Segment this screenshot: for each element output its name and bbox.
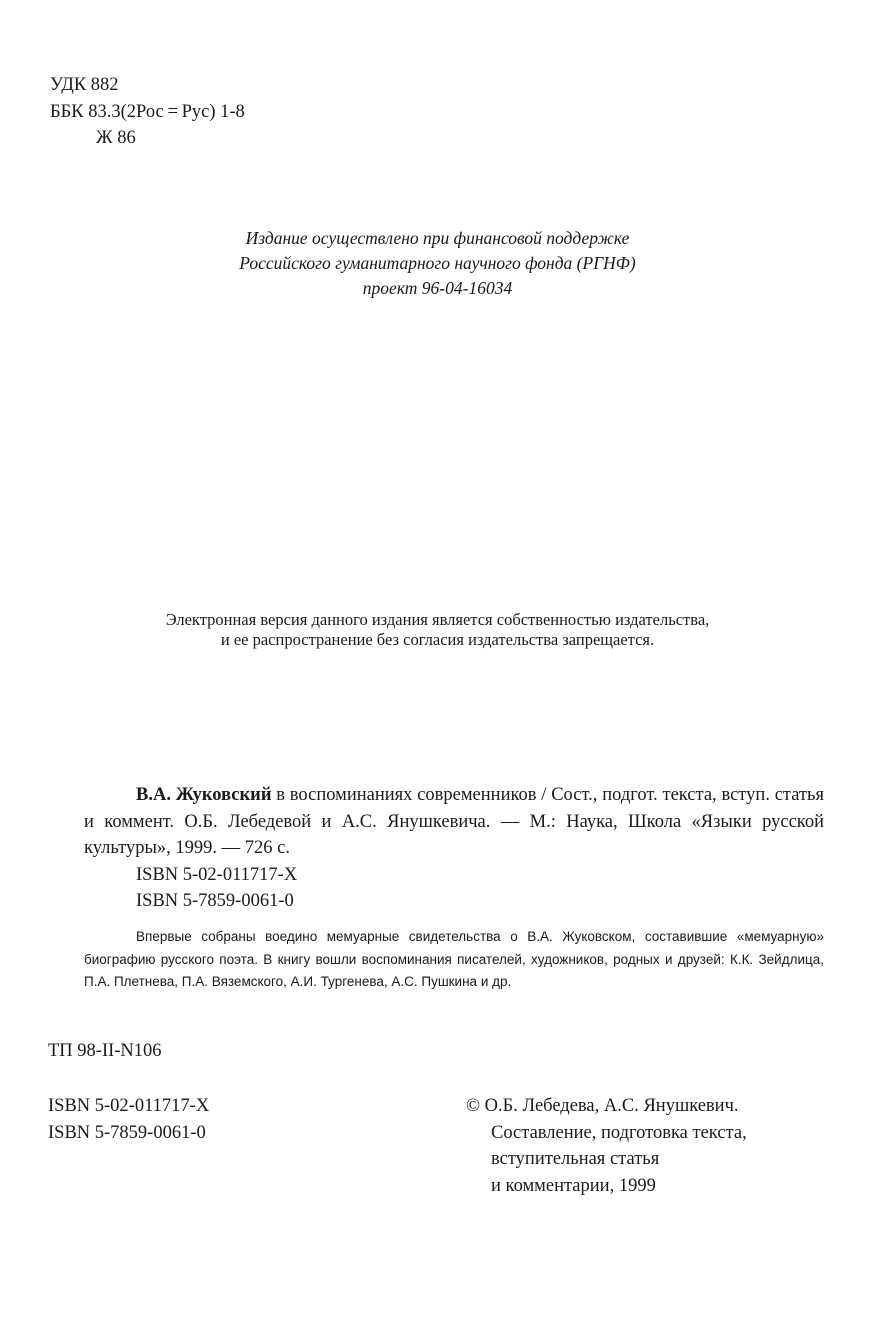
copyright-line-1: © О.Б. Лебедева, А.С. Янушкевич. xyxy=(466,1096,739,1116)
notice-line-1: Электронная версия данного издания является собственностью издательства, xyxy=(165,610,710,629)
funding-note xyxy=(0,226,875,301)
udk-code: УДК 882 xyxy=(50,75,119,95)
isbn-block xyxy=(48,1093,209,1146)
copyright-line-3: вступительная статья xyxy=(491,1149,660,1169)
bbk-code: ББК 83.3(2Рос = Рус) 1-8 xyxy=(50,101,245,122)
copyright-line-4: и комментарии, 1999 xyxy=(491,1175,656,1196)
isbn-2: ISBN 5-7859-0061-0 xyxy=(48,1122,206,1143)
annotation-text: Впервые собраны воедино мемуарные свидетельства о В.А. Жуковском, составившие «мемуарную» биографию русского поэта. В книгу вошли воспоминания писателей, художников, родных и друзей: К.К. Зейдлица, П.А. Плетнева, П.А. Вяземского, А.И. Тургенева, А.С. Пушкина и др. xyxy=(84,929,824,989)
electronic-version-notice xyxy=(0,610,875,650)
annotation xyxy=(84,926,824,994)
funding-line-2: Российского гуманитарного научного фонда (РГНФ) xyxy=(239,253,636,273)
biblio-isbn-2: ISBN 5-7859-0061-0 xyxy=(136,891,294,911)
bibliographic-record xyxy=(84,782,824,915)
publisher-code: ТП 98-II-N106 xyxy=(48,1041,162,1061)
author-mark: Ж 86 xyxy=(96,128,136,148)
isbn-1: ISBN 5-02-011717-X xyxy=(48,1096,210,1116)
funding-line-1: Издание осуществлено при финансовой поддержке xyxy=(245,228,630,248)
classification-block xyxy=(50,72,245,152)
copyright-line-2: Составление, подготовка текста, xyxy=(491,1122,747,1143)
notice-line-2: и ее распространение без согласия издательства запрещается. xyxy=(220,630,655,649)
copyright-block xyxy=(466,1093,747,1199)
bibliographic-description xyxy=(84,782,824,862)
book-description: в воспоминаниях современников / Сост., подгот. текста, вступ. статья и коммент. О.Б. Лебедевой и А.С. Янушкевича. — М.: Наука, Школа «Языки русской культуры», 1999. — 726 с. xyxy=(84,785,824,858)
book-author: В.А. Жуковский xyxy=(136,785,272,805)
biblio-isbn-1: ISBN 5-02-011717-X xyxy=(136,864,298,885)
funding-line-3: проект 96-04-16034 xyxy=(362,278,513,298)
